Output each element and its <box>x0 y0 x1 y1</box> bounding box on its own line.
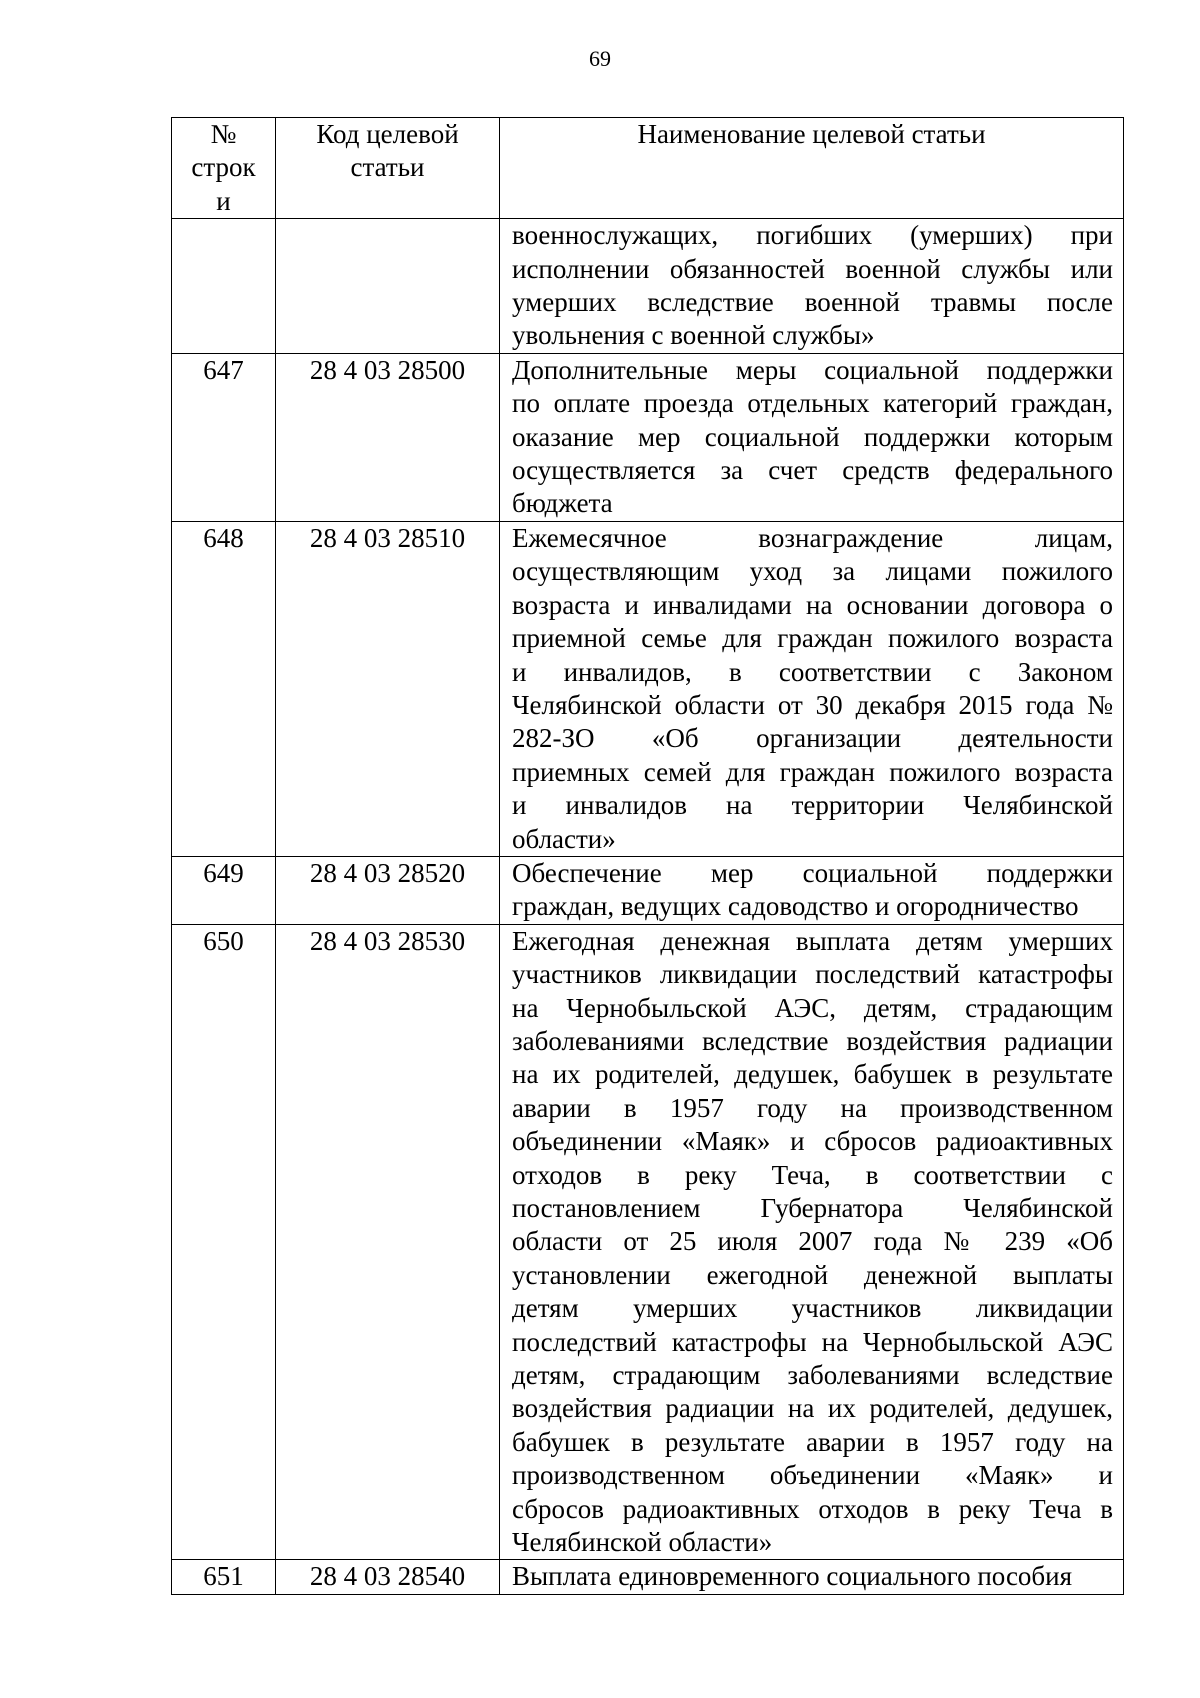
table-row <box>172 219 1124 354</box>
target-article-name-line: Выплата единовременного социального пособия <box>512 1561 1073 1592</box>
row-number-cell: 650 <box>172 924 276 1560</box>
table-row <box>172 353 1124 521</box>
target-article-name-cell <box>500 1560 1124 1594</box>
header-code-line: статьи <box>350 152 425 183</box>
target-article-code-cell: 28 4 03 28520 <box>276 856 500 924</box>
target-article-name-line: возраста и инвалидами на основании договора о <box>512 589 1113 620</box>
target-article-name-cell <box>500 521 1124 856</box>
header-row-number-line: и <box>216 185 231 216</box>
target-article-name-line: на Чернобыльской АЭС, детям, страдающим <box>512 992 1113 1023</box>
target-article-name-line: осуществляется за счет средств федерального <box>512 455 1113 486</box>
page-number: 69 <box>589 46 611 71</box>
target-article-name-line: осуществляющим уход за лицами пожилого <box>512 556 1113 587</box>
target-article-name-line: области от 25 июля 2007 года № 239 «Об <box>512 1226 1113 1257</box>
target-article-name-line: Дополнительные меры социальной поддержки <box>512 354 1113 385</box>
target-article-name-line: заболеваниями вследствие воздействия радиации <box>512 1025 1113 1056</box>
target-article-name-cell <box>500 219 1124 354</box>
target-article-name-line: по оплате проезда отдельных категорий граждан, <box>512 388 1113 419</box>
target-article-name-line: увольнения с военной службы» <box>512 320 875 351</box>
table-body <box>172 219 1124 1595</box>
target-article-name-cell <box>500 856 1124 924</box>
target-article-name-cell <box>500 353 1124 521</box>
table-row <box>172 924 1124 1560</box>
target-article-name-line: исполнении обязанностей военной службы или <box>512 253 1113 284</box>
target-article-name-line: Ежегодная денежная выплата детям умерших <box>512 925 1113 956</box>
target-article-name-line: и инвалидов, в соответствии с Законом <box>512 656 1113 687</box>
target-article-name-line: бабушек в результате аварии в 1957 году на <box>512 1426 1113 1457</box>
table-row <box>172 521 1124 856</box>
target-article-name-line: Челябинской области от 30 декабря 2015 года № <box>512 689 1113 720</box>
target-article-name-line: отходов в реку Теча, в соответствии с <box>512 1159 1113 1190</box>
target-article-name-line: приемных семей для граждан пожилого возраста <box>512 756 1113 787</box>
target-article-name-line: и инвалидов на территории Челябинской <box>512 790 1113 821</box>
target-article-name-line: 282-ЗО «Об организации деятельности <box>512 723 1113 754</box>
target-article-name-line: участников ликвидации последствий катастрофы <box>512 959 1113 990</box>
header-code <box>276 118 500 219</box>
row-number-cell: 648 <box>172 521 276 856</box>
header-row-number <box>172 118 276 219</box>
header-code-line: Код целевой <box>316 119 459 149</box>
table-header-row <box>172 118 1124 219</box>
header-name: Наименование целевой статьи <box>500 118 1124 219</box>
target-article-code-cell <box>276 219 500 354</box>
target-article-name-line: приемной семье для граждан пожилого возраста <box>512 623 1113 654</box>
target-article-name-line: граждан, ведущих садоводство и огородничество <box>512 891 1079 922</box>
target-article-code-cell: 28 4 03 28500 <box>276 353 500 521</box>
target-article-name-line: умерших вследствие военной травмы после <box>512 287 1113 318</box>
target-article-name-line: аварии в 1957 году на производственном <box>512 1092 1113 1123</box>
header-row-number-line: строк <box>191 152 256 183</box>
target-article-name-line: на их родителей, дедушек, бабушек в результате <box>512 1059 1113 1090</box>
target-article-name-line: военнослужащих, погибших (умерших) при <box>512 220 1113 251</box>
target-article-name-line: бюджета <box>512 488 613 519</box>
target-article-name-line: постановлением Губернатора Челябинской <box>512 1193 1113 1223</box>
target-article-name-line: последствий катастрофы на Чернобыльской АЭС <box>512 1326 1113 1357</box>
target-articles-table <box>171 117 1124 1595</box>
target-article-name-line: производственном объединении «Маяк» и <box>512 1460 1113 1491</box>
target-article-name-cell <box>500 924 1124 1560</box>
target-article-name-line: объединении «Маяк» и сбросов радиоактивных <box>512 1126 1113 1157</box>
target-article-code-cell: 28 4 03 28510 <box>276 521 500 856</box>
target-article-name-line: области» <box>512 823 616 854</box>
row-number-cell: 647 <box>172 353 276 521</box>
target-article-code-cell: 28 4 03 28540 <box>276 1560 500 1594</box>
target-article-name-line: воздействия радиации на их родителей, дедушек, <box>512 1393 1113 1424</box>
target-article-name-line: Обеспечение мер социальной поддержки <box>512 857 1113 888</box>
target-article-name-line: Челябинской области» <box>512 1527 773 1558</box>
target-article-name-line: Ежемесячное вознаграждение лицам, <box>512 522 1113 553</box>
row-number-cell <box>172 219 276 354</box>
header-row-number-line: № <box>210 119 237 149</box>
target-article-name-line: оказание мер социальной поддержки которым <box>512 421 1113 452</box>
target-article-name-line: детям умерших участников ликвидации <box>512 1293 1113 1324</box>
target-article-name-line: сбросов радиоактивных отходов в реку Теча в <box>512 1493 1113 1524</box>
row-number-cell: 649 <box>172 856 276 924</box>
table-row <box>172 1560 1124 1594</box>
table-row <box>172 856 1124 924</box>
target-article-name-line: установлении ежегодной денежной выплаты <box>512 1259 1113 1290</box>
target-article-name-line: детям, страдающим заболеваниями вследствие <box>512 1360 1113 1391</box>
row-number-cell: 651 <box>172 1560 276 1594</box>
target-article-code-cell: 28 4 03 28530 <box>276 924 500 1560</box>
